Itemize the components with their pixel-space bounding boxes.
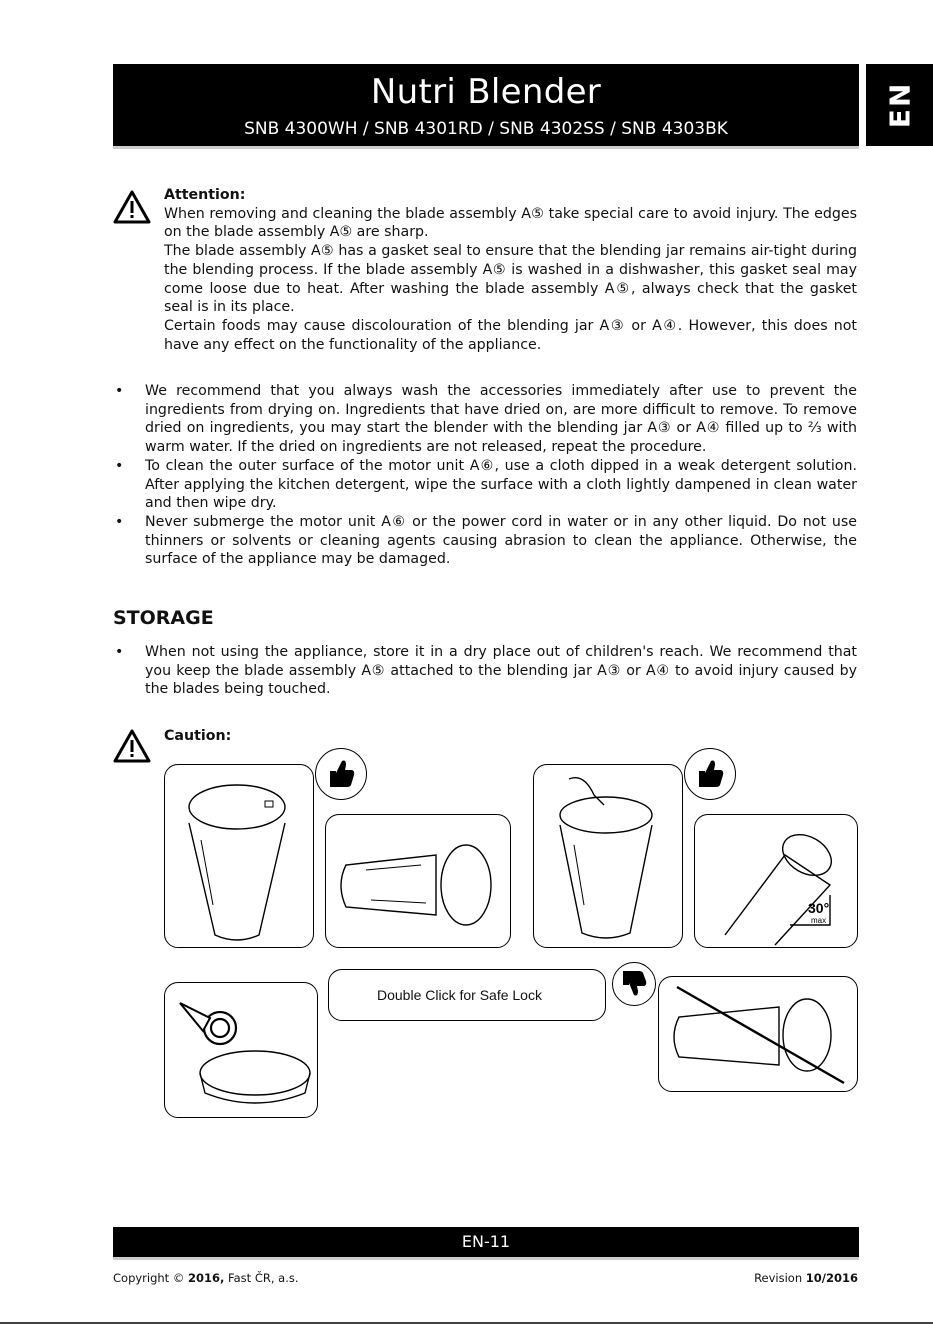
revision: [754, 1271, 858, 1285]
list-item: • When not using the appliance, store it in a dry place out of children's reach. We recommend that you keep the blade assembly A⑤ attached to the blending jar A③ or A④ to avoid injury caused by the blades being touched.: [113, 643, 857, 699]
jar-lid-open-illustration: [534, 765, 682, 947]
attention-paragraph: The blade assembly A⑤ has a gasket seal to ensure that the blending jar remains air-tight during the blending process. If the blade assembly A⑤ is washed in a dishwasher, this gasket seal may come loose due to heat. After washing the blade assembly A⑤, always check that the gasket seal is in its place.: [164, 243, 857, 316]
warning-icon: [113, 729, 151, 763]
copyright-prefix: Copyright ©: [113, 1271, 189, 1285]
warning-icon: [113, 190, 151, 224]
storage-list: [113, 643, 857, 699]
attention-block: [164, 186, 857, 354]
caution-title: Caution:: [164, 728, 232, 744]
copyright-owner: Fast ČR, a.s.: [224, 1271, 299, 1285]
attention-title: Attention:: [164, 187, 246, 203]
list-item: • To clean the outer surface of the motor unit A⑥, use a cloth dipped in a weak detergent solution. After applying the kitchen detergent, wipe the surface with a cloth lightly dampened in clean water and then wipe dry.: [113, 457, 857, 513]
attention-paragraph: When removing and cleaning the blade assembly A⑤ take special care to avoid injury. The edges on the blade assembly A⑤ are sharp.: [164, 205, 857, 241]
list-item: • We recommend that you always wash the accessories immediately after use to prevent the ingredients from drying on. Ingredients that have dried on, are more difficult to remove. To remove dried on ingredients, you may start the blender with the blending jar A③ or A④ filled up to ⅔ with warm water. If the dried on ingredients are not released, repeat the procedure.: [113, 382, 857, 457]
section-heading: STORAGE: [113, 607, 214, 629]
page-number: EN-11: [461, 1232, 511, 1251]
revision-value: 10/2016: [805, 1271, 858, 1285]
safe-lock-callout: [328, 969, 606, 1021]
wrong-position-illustration: [659, 977, 857, 1091]
lid-lock-illustration: [165, 983, 317, 1117]
language-label: EN: [883, 81, 916, 129]
cross-out-line: [677, 987, 844, 1083]
page-number-bar: [113, 1227, 859, 1257]
header-bar: [113, 64, 859, 146]
revision-prefix: Revision: [754, 1271, 806, 1285]
angle-sub-label: max: [811, 916, 827, 925]
jar-upright-illustration: [165, 765, 313, 947]
jar-sideways-illustration: [326, 815, 510, 947]
thumbs-up-icon: [315, 748, 367, 800]
jar-upright-panel: [164, 764, 314, 948]
angle-label: 30°: [808, 900, 830, 916]
lid-lock-panel: [164, 982, 318, 1118]
jar-tilted-panel: [694, 814, 858, 948]
copyright-year: 2016,: [188, 1271, 225, 1285]
list-item: • Never submerge the motor unit A⑥ or the power cord in water or in any other liquid. Do not use thinners or solvents or cleaning agents causing abrasion to clean the appliance. Otherwise, the surface of the appliance may be damaged.: [113, 513, 857, 569]
document-title: Nutri Blender: [370, 72, 602, 112]
cleaning-list: [113, 382, 857, 569]
language-tab: [866, 64, 933, 146]
wrong-position-panel: [658, 976, 858, 1092]
blade-sideways-panel: [325, 814, 511, 948]
copyright: [113, 1271, 299, 1285]
thumbs-up-icon: [684, 748, 736, 800]
jar-tilted-illustration: [695, 815, 857, 947]
jar-lid-open-panel: [533, 764, 683, 948]
attention-paragraph: Certain foods may cause discolouration of the blending jar A③ or A④. However, this does not have any effect on the functionality of the appliance.: [164, 317, 857, 353]
thumbs-down-icon: [612, 962, 656, 1006]
callout-text: Double Click for Safe Lock: [377, 987, 542, 1003]
model-numbers: SNB 4300WH / SNB 4301RD / SNB 4302SS / SNB 4303BK: [244, 119, 728, 139]
